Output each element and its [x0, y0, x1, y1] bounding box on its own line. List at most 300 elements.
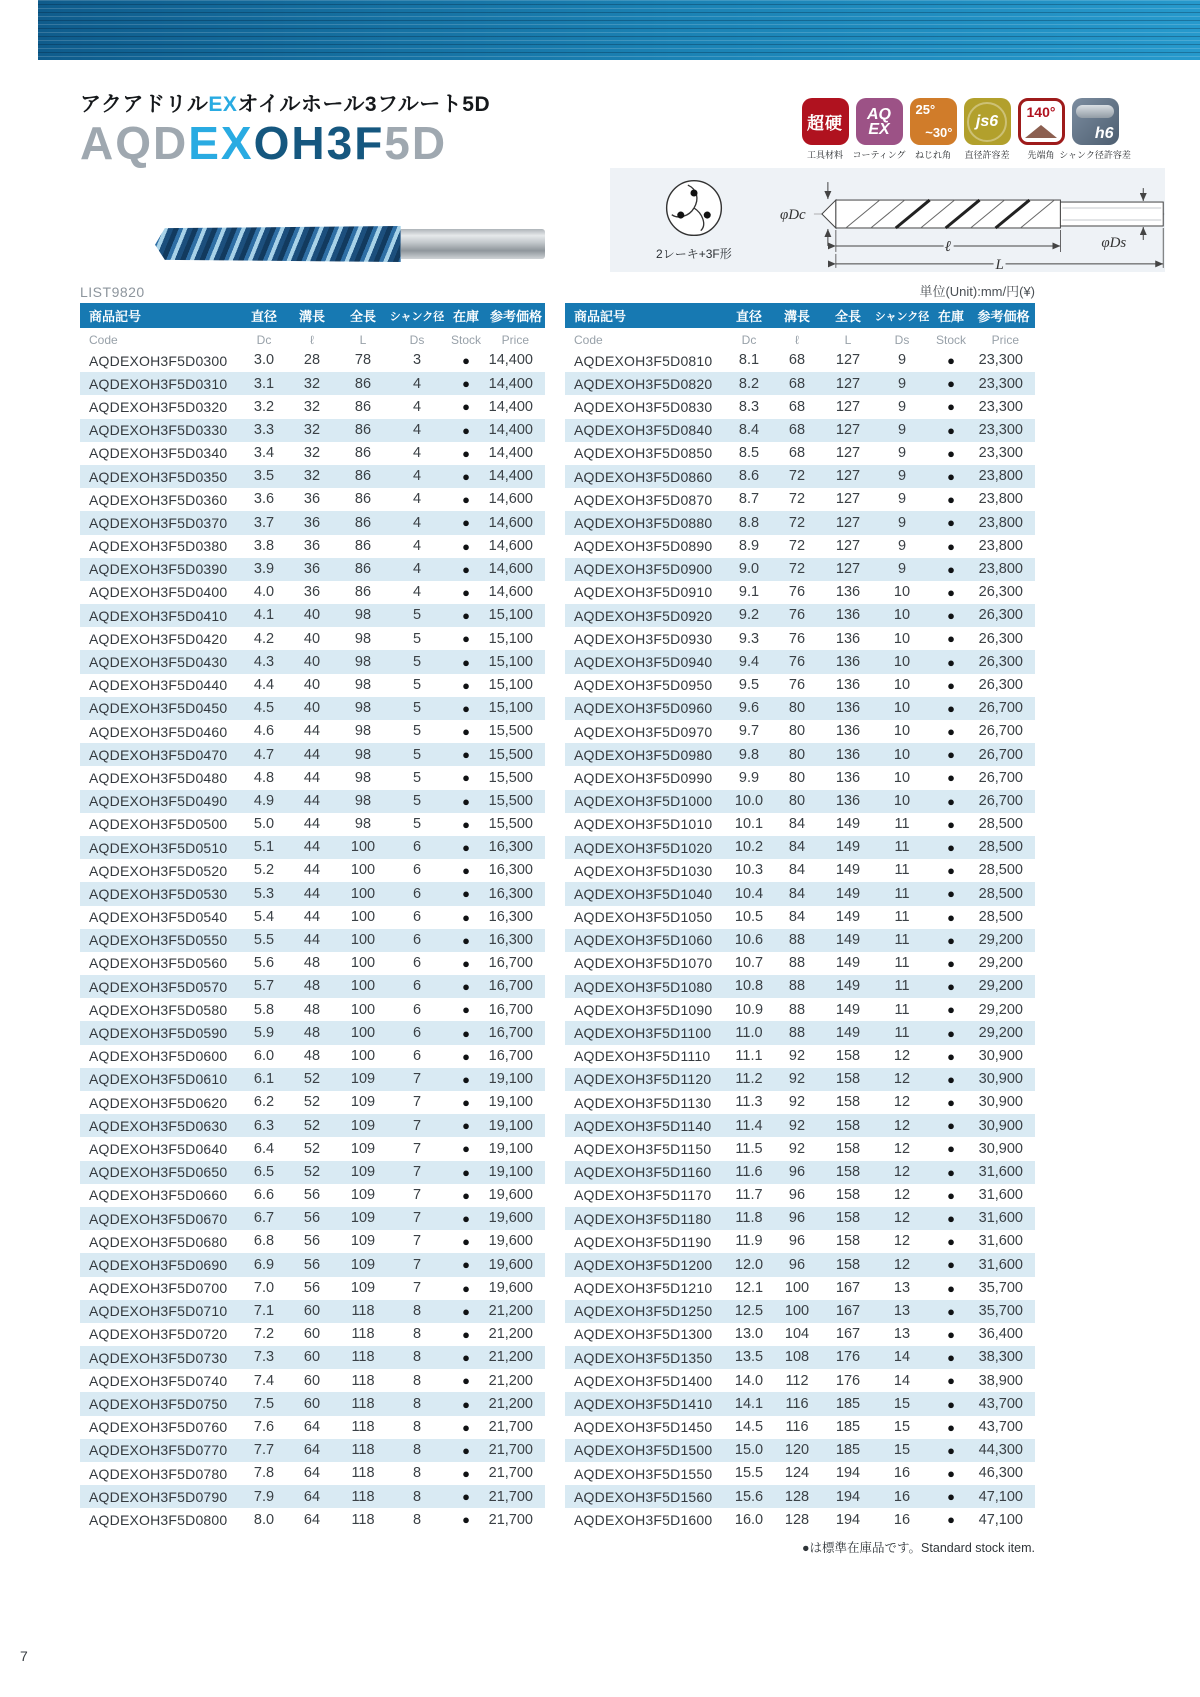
- cell-stock: ●: [462, 1512, 470, 1528]
- cell-stock: ●: [947, 840, 955, 856]
- cell-stock: ●: [462, 1396, 470, 1412]
- cell-shank-dia: 7: [412, 1140, 422, 1157]
- cell-code: AQDEXOH3F5D1030: [574, 862, 713, 879]
- cell-overall-length: 127: [835, 421, 861, 438]
- cell-dc: 12.5: [734, 1303, 764, 1320]
- cell-overall-length: 158: [835, 1140, 861, 1157]
- cell-code: AQDEXOH3F5D0840: [574, 422, 713, 439]
- cell-overall-length: 118: [351, 1465, 375, 1482]
- cell-shank-dia: 5: [412, 792, 422, 809]
- cell-overall-length: 158: [835, 1047, 861, 1064]
- cell-dc: 8.7: [738, 491, 760, 508]
- cell-code: AQDEXOH3F5D0640: [89, 1140, 228, 1157]
- cell-flute-length: 60: [303, 1303, 321, 1320]
- series-title-part2: オイルホール3フルート5D: [237, 93, 491, 116]
- cell-overall-length: 127: [835, 352, 861, 369]
- product-code: [80, 117, 490, 169]
- cell-stock: ●: [947, 1187, 955, 1203]
- cell-dc: 9.5: [738, 676, 760, 693]
- cell-flute-length: 124: [784, 1465, 810, 1482]
- cell-overall-length: 158: [835, 1071, 861, 1088]
- cell-flute-length: 52: [303, 1163, 321, 1180]
- product-row: [565, 1068, 1035, 1091]
- cell-dc: 6.9: [253, 1256, 275, 1273]
- cell-dc: 5.8: [253, 1001, 275, 1018]
- cell-dc: 10.1: [734, 816, 764, 833]
- cell-code: AQDEXOH3F5D1200: [574, 1256, 713, 1273]
- cell-overall-length: 167: [835, 1326, 861, 1343]
- cell-price: 29,200: [978, 1001, 1023, 1018]
- product-code-part3: OH3F: [253, 117, 385, 169]
- cell-shank-dia: 10: [893, 607, 911, 624]
- cell-stock: ●: [947, 1211, 955, 1227]
- cell-code: AQDEXOH3F5D0950: [574, 677, 713, 694]
- cell-stock: ●: [462, 654, 470, 670]
- cell-stock: ●: [462, 631, 470, 647]
- cell-code: AQDEXOH3F5D0490: [89, 793, 228, 810]
- cell-shank-dia: 11: [894, 932, 910, 949]
- cell-overall-length: 109: [350, 1117, 376, 1134]
- cell-overall-length: 100: [350, 1024, 376, 1041]
- cell-overall-length: 100: [350, 839, 376, 856]
- cell-overall-length: 185: [835, 1395, 861, 1412]
- cell-flute-length: 80: [788, 700, 806, 717]
- cell-price: 16,700: [488, 978, 533, 995]
- h6-badge-text: h6: [1094, 125, 1114, 142]
- cell-dc: 8.9: [738, 537, 760, 554]
- cell-overall-length: 86: [354, 537, 372, 554]
- cell-shank-dia: 9: [897, 514, 907, 531]
- cell-stock: ●: [947, 654, 955, 670]
- cell-shank-dia: 10: [893, 792, 911, 809]
- product-row: [565, 419, 1035, 442]
- cell-overall-length: 98: [354, 746, 372, 763]
- product-row: [80, 465, 545, 488]
- cell-flute-length: 92: [788, 1071, 806, 1088]
- cell-shank-dia: 7: [412, 1233, 422, 1250]
- cell-code: AQDEXOH3F5D1000: [574, 793, 713, 810]
- cell-overall-length: 167: [835, 1303, 861, 1320]
- cell-price: 15,500: [488, 769, 533, 786]
- cell-flute-length: 64: [303, 1511, 321, 1528]
- cell-stock: ●: [947, 561, 955, 577]
- cell-shank-dia: 4: [412, 584, 422, 601]
- cell-code: AQDEXOH3F5D0790: [89, 1488, 228, 1505]
- cell-stock: ●: [947, 747, 955, 763]
- cell-flute-length: 72: [788, 561, 806, 578]
- column-header-jp: シャンク径: [389, 303, 445, 329]
- product-row: [80, 882, 545, 905]
- js6-tolerance-icon: [964, 98, 1011, 145]
- product-row: [80, 372, 545, 395]
- cell-code: AQDEXOH3F5D0580: [89, 1001, 228, 1018]
- cell-shank-dia: 13: [893, 1303, 911, 1320]
- cell-price: 30,900: [978, 1140, 1023, 1157]
- cell-flute-length: 60: [303, 1326, 321, 1343]
- cell-dc: 10.5: [734, 908, 764, 925]
- cell-flute-length: 96: [788, 1163, 806, 1180]
- cell-price: 26,700: [978, 700, 1023, 717]
- cell-flute-length: 96: [788, 1233, 806, 1250]
- cell-code: AQDEXOH3F5D0880: [574, 514, 713, 531]
- cell-stock: ●: [947, 1373, 955, 1389]
- product-row: [80, 674, 545, 697]
- cell-stock: ●: [462, 1280, 470, 1296]
- cell-code: AQDEXOH3F5D0630: [89, 1117, 228, 1134]
- product-row: [80, 1508, 545, 1531]
- cell-stock: ●: [462, 1095, 470, 1111]
- cell-code: AQDEXOH3F5D0380: [89, 538, 228, 555]
- carbide-icon: [802, 98, 849, 145]
- cell-shank-dia: 12: [893, 1210, 911, 1227]
- cell-dc: 3.3: [253, 421, 275, 438]
- product-row: [80, 1346, 545, 1369]
- cell-flute-length: 68: [788, 352, 806, 369]
- cell-dc: 6.0: [253, 1047, 275, 1064]
- cell-dc: 12.0: [734, 1256, 764, 1273]
- cell-shank-dia: 7: [412, 1256, 422, 1273]
- cell-dc: 4.4: [253, 676, 275, 693]
- product-row: [80, 442, 545, 465]
- cell-dc: 7.0: [253, 1279, 275, 1296]
- cell-stock: ●: [947, 376, 955, 392]
- cell-shank-dia: 10: [893, 584, 911, 601]
- column-header-jp: 全長: [822, 303, 874, 329]
- cell-shank-dia: 8: [412, 1465, 422, 1482]
- product-row: [80, 1485, 545, 1508]
- cell-flute-length: 68: [788, 398, 806, 415]
- cell-price: 14,400: [488, 375, 533, 392]
- cell-overall-length: 149: [835, 955, 861, 972]
- cell-price: 23,300: [978, 421, 1023, 438]
- cell-flute-length: 84: [788, 862, 806, 879]
- cell-price: 26,700: [978, 769, 1023, 786]
- cell-overall-length: 176: [835, 1372, 861, 1389]
- cell-dc: 7.7: [253, 1442, 275, 1459]
- cell-dc: 11.6: [735, 1163, 763, 1180]
- cell-dc: 8.0: [253, 1511, 275, 1528]
- cell-price: 16,700: [488, 955, 533, 972]
- cell-code: AQDEXOH3F5D0310: [89, 375, 228, 392]
- cell-shank-dia: 10: [893, 746, 911, 763]
- product-row: [565, 558, 1035, 581]
- cell-code: AQDEXOH3F5D1020: [574, 839, 713, 856]
- product-row: [80, 859, 545, 882]
- cell-dc: 3.5: [253, 468, 275, 485]
- product-row: [565, 1369, 1035, 1392]
- cell-overall-length: 78: [354, 352, 372, 369]
- cell-code: AQDEXOH3F5D0410: [89, 607, 228, 624]
- cell-dc: 5.1: [253, 839, 275, 856]
- cell-flute-length: 76: [788, 653, 806, 670]
- cell-flute-length: 80: [788, 792, 806, 809]
- product-row: [80, 581, 545, 604]
- product-row: [565, 581, 1035, 604]
- cell-flute-length: 88: [788, 1001, 806, 1018]
- cell-dc: 4.2: [253, 630, 275, 647]
- cell-flute-length: 44: [303, 839, 321, 856]
- cell-flute-length: 128: [784, 1488, 810, 1505]
- cell-dc: 7.9: [253, 1488, 275, 1505]
- cell-dc: 10.6: [734, 932, 764, 949]
- cell-code: AQDEXOH3F5D0450: [89, 700, 228, 717]
- cell-price: 15,100: [488, 607, 533, 624]
- cell-dc: 10.8: [734, 978, 764, 995]
- cell-code: AQDEXOH3F5D0800: [89, 1511, 228, 1528]
- cell-stock: ●: [462, 538, 470, 554]
- feature-tool-material: [800, 98, 850, 161]
- cell-shank-dia: 11: [894, 955, 910, 972]
- cell-code: AQDEXOH3F5D0430: [89, 654, 228, 671]
- cell-dc: 14.1: [734, 1395, 764, 1412]
- cell-stock: ●: [462, 909, 470, 925]
- product-row: [80, 1392, 545, 1415]
- product-row: [80, 929, 545, 952]
- cell-overall-length: 149: [835, 978, 861, 995]
- cell-overall-length: 158: [835, 1256, 861, 1273]
- product-row: [565, 1045, 1035, 1068]
- cell-shank-dia: 6: [412, 932, 422, 949]
- product-row: [80, 975, 545, 998]
- product-code-part4: 5D: [384, 117, 448, 169]
- cell-overall-length: 109: [350, 1233, 376, 1250]
- cell-flute-length: 128: [784, 1511, 810, 1528]
- cell-overall-length: 118: [351, 1395, 375, 1412]
- cell-overall-length: 136: [835, 676, 861, 693]
- cell-stock: ●: [947, 469, 955, 485]
- cell-flute-length: 116: [785, 1418, 809, 1435]
- product-row: [565, 650, 1035, 673]
- cell-dc: 10.9: [734, 1001, 764, 1018]
- column-header-en: Stock: [445, 329, 487, 349]
- cell-shank-dia: 13: [893, 1279, 911, 1296]
- cell-stock: ●: [462, 515, 470, 531]
- cell-code: AQDEXOH3F5D1560: [574, 1488, 713, 1505]
- column-header-jp: 全長: [337, 303, 389, 329]
- product-row: [80, 1369, 545, 1392]
- cell-code: AQDEXOH3F5D0980: [574, 746, 713, 763]
- cell-overall-length: 98: [354, 607, 372, 624]
- cell-dc: 9.8: [738, 746, 760, 763]
- product-row: [80, 627, 545, 650]
- cell-flute-length: 56: [303, 1279, 321, 1296]
- cell-code: AQDEXOH3F5D0650: [89, 1164, 228, 1181]
- cell-price: 14,400: [488, 468, 533, 485]
- cell-stock: ●: [947, 1396, 955, 1412]
- cell-stock: ●: [947, 353, 955, 369]
- cell-shank-dia: 8: [412, 1326, 422, 1343]
- cell-flute-length: 60: [303, 1395, 321, 1412]
- cell-price: 44,300: [978, 1442, 1023, 1459]
- feature-label: コーティング: [852, 150, 906, 160]
- cell-overall-length: 149: [835, 816, 861, 833]
- product-row: [565, 1114, 1035, 1137]
- cell-code: AQDEXOH3F5D0350: [89, 468, 228, 485]
- cell-dc: 3.7: [253, 514, 275, 531]
- cell-shank-dia: 12: [893, 1047, 911, 1064]
- cell-code: AQDEXOH3F5D0860: [574, 468, 713, 485]
- cell-dc: 4.0: [253, 584, 275, 601]
- cell-flute-length: 56: [303, 1233, 321, 1250]
- cell-stock: ●: [947, 1164, 955, 1180]
- cell-code: AQDEXOH3F5D0590: [89, 1025, 228, 1042]
- cell-code: AQDEXOH3F5D0660: [89, 1187, 228, 1204]
- cell-stock: ●: [462, 724, 470, 740]
- cell-stock: ●: [947, 909, 955, 925]
- cell-overall-length: 158: [835, 1187, 861, 1204]
- cell-overall-length: 86: [354, 514, 372, 531]
- cell-shank-dia: 5: [412, 723, 422, 740]
- cross-section-icon: [664, 178, 724, 238]
- cell-stock: ●: [947, 1466, 955, 1482]
- cell-price: 26,300: [978, 607, 1023, 624]
- cell-price: 19,600: [488, 1233, 533, 1250]
- cell-flute-length: 52: [303, 1117, 321, 1134]
- column-header-en: L: [822, 329, 874, 349]
- cell-overall-length: 109: [350, 1256, 376, 1273]
- cell-overall-length: 86: [354, 584, 372, 601]
- cell-code: AQDEXOH3F5D0690: [89, 1256, 228, 1273]
- cell-code: AQDEXOH3F5D0760: [89, 1419, 228, 1436]
- cell-price: 23,300: [978, 445, 1023, 462]
- cell-stock: ●: [462, 399, 470, 415]
- cell-stock: ●: [947, 724, 955, 740]
- cell-price: 16,300: [488, 932, 533, 949]
- cell-shank-dia: 7: [412, 1071, 422, 1088]
- cell-code: AQDEXOH3F5D0460: [89, 723, 228, 740]
- product-row: [80, 1416, 545, 1439]
- cell-flute-length: 32: [303, 398, 321, 415]
- product-row: [80, 790, 545, 813]
- dim-label-ds: φDs: [1101, 234, 1127, 251]
- cell-price: 23,300: [978, 375, 1023, 392]
- cell-stock: ●: [462, 1002, 470, 1018]
- cell-code: AQDEXOH3F5D0710: [89, 1303, 228, 1320]
- product-row: [565, 535, 1035, 558]
- product-row: [80, 1462, 545, 1485]
- column-header-jp: シャンク径: [874, 303, 930, 329]
- product-code-part2: EX: [188, 117, 254, 169]
- product-row: [80, 743, 545, 766]
- cell-dc: 14.0: [734, 1372, 764, 1389]
- cell-price: 23,800: [978, 514, 1023, 531]
- cell-flute-length: 64: [303, 1465, 321, 1482]
- cell-code: AQDEXOH3F5D0990: [574, 769, 713, 786]
- cell-shank-dia: 12: [893, 1140, 911, 1157]
- coating-icon: [856, 98, 903, 145]
- cell-overall-length: 194: [835, 1511, 861, 1528]
- cell-stock: ●: [947, 584, 955, 600]
- product-row: [80, 1207, 545, 1230]
- cell-stock: ●: [947, 538, 955, 554]
- cell-shank-dia: 4: [412, 537, 422, 554]
- cell-shank-dia: 6: [412, 885, 422, 902]
- cell-price: 26,700: [978, 723, 1023, 740]
- cell-shank-dia: 5: [412, 769, 422, 786]
- cell-flute-length: 68: [788, 375, 806, 392]
- cell-overall-length: 127: [835, 561, 861, 578]
- cell-code: AQDEXOH3F5D1060: [574, 932, 713, 949]
- cell-dc: 14.5: [734, 1418, 764, 1435]
- cell-shank-dia: 8: [412, 1442, 422, 1459]
- cell-code: AQDEXOH3F5D0870: [574, 491, 713, 508]
- cell-price: 14,600: [488, 537, 533, 554]
- product-code-part1: AQD: [80, 117, 189, 169]
- cell-price: 30,900: [978, 1117, 1023, 1134]
- cell-price: 35,700: [978, 1279, 1023, 1296]
- product-row: [80, 1068, 545, 1091]
- cell-dc: 11.8: [735, 1210, 763, 1227]
- cell-stock: ●: [462, 816, 470, 832]
- product-row: [565, 349, 1035, 372]
- cell-stock: ●: [947, 631, 955, 647]
- cell-flute-length: 40: [303, 653, 321, 670]
- cell-code: AQDEXOH3F5D1190: [574, 1233, 712, 1250]
- cell-dc: 6.1: [253, 1071, 275, 1088]
- cell-overall-length: 118: [351, 1326, 375, 1343]
- product-row: [565, 1300, 1035, 1323]
- cell-overall-length: 127: [835, 375, 861, 392]
- cell-dc: 11.4: [735, 1117, 763, 1134]
- feature-icon-row: [800, 98, 1131, 161]
- cell-shank-dia: 16: [893, 1511, 911, 1528]
- product-row: [565, 790, 1035, 813]
- cell-shank-dia: 9: [897, 375, 907, 392]
- cell-price: 14,400: [488, 398, 533, 415]
- cell-stock: ●: [947, 932, 955, 948]
- drill-flute-graphic: [155, 226, 401, 262]
- cell-dc: 11.3: [735, 1094, 763, 1111]
- product-row: [565, 674, 1035, 697]
- cell-code: AQDEXOH3F5D0970: [574, 723, 713, 740]
- cell-overall-length: 158: [835, 1233, 861, 1250]
- cell-shank-dia: 7: [412, 1163, 422, 1180]
- cell-price: 16,300: [488, 839, 533, 856]
- product-row: [80, 650, 545, 673]
- cell-shank-dia: 8: [412, 1511, 422, 1528]
- cell-overall-length: 167: [835, 1279, 861, 1296]
- cell-overall-length: 109: [350, 1140, 376, 1157]
- cell-shank-dia: 9: [897, 491, 907, 508]
- cell-shank-dia: 5: [412, 607, 422, 624]
- cell-overall-length: 176: [835, 1349, 861, 1366]
- cell-flute-length: 60: [303, 1349, 321, 1366]
- product-row: [565, 1253, 1035, 1276]
- cell-price: 21,200: [488, 1395, 533, 1412]
- cell-stock: ●: [947, 445, 955, 461]
- cell-dc: 4.8: [253, 769, 275, 786]
- cell-flute-length: 52: [303, 1094, 321, 1111]
- cell-stock: ●: [947, 700, 955, 716]
- cell-stock: ●: [947, 1025, 955, 1041]
- cell-code: AQDEXOH3F5D0560: [89, 955, 228, 972]
- cell-flute-length: 120: [784, 1442, 810, 1459]
- cell-shank-dia: 8: [412, 1488, 422, 1505]
- cell-stock: ●: [462, 793, 470, 809]
- cell-stock: ●: [462, 422, 470, 438]
- cell-price: 19,100: [488, 1117, 533, 1134]
- cell-code: AQDEXOH3F5D0960: [574, 700, 713, 717]
- cell-flute-length: 116: [785, 1395, 809, 1412]
- cell-shank-dia: 5: [412, 746, 422, 763]
- cell-stock: ●: [462, 469, 470, 485]
- cell-dc: 3.4: [253, 445, 275, 462]
- cell-shank-dia: 6: [412, 1047, 422, 1064]
- cell-price: 19,100: [488, 1094, 533, 1111]
- cell-price: 23,800: [978, 468, 1023, 485]
- cell-shank-dia: 15: [893, 1418, 911, 1435]
- cell-code: AQDEXOH3F5D1600: [574, 1511, 713, 1528]
